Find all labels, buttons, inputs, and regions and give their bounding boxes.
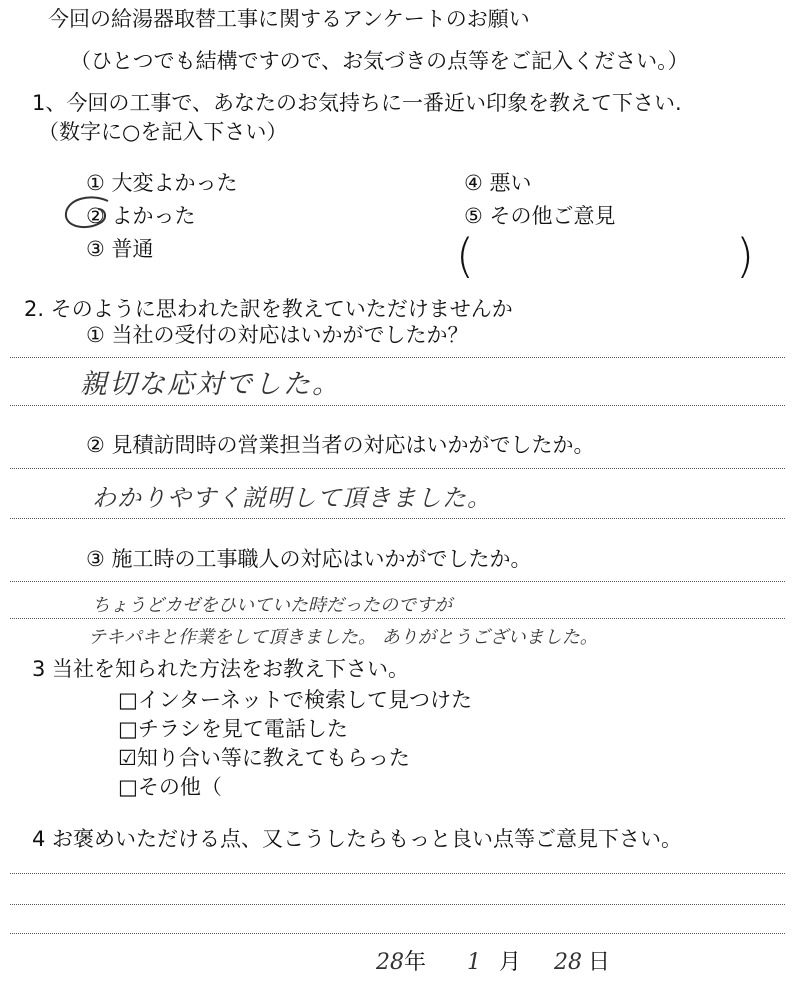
option-label: 大変よかった bbox=[111, 171, 238, 195]
option-label: 知り合い等に教えてもらった bbox=[136, 746, 410, 770]
q1-option-5[interactable] bbox=[464, 203, 616, 229]
option-number: ⑤ bbox=[464, 204, 483, 228]
q3-option-flyer[interactable] bbox=[118, 716, 348, 742]
form-title: 今回の給湯器取替工事に関するアンケートのお願い bbox=[48, 7, 530, 31]
option-number: ① bbox=[86, 171, 105, 195]
q2-answer-3-line-1[interactable]: ちょうどカゼをひいていた時だったのですが bbox=[92, 595, 452, 616]
answer-line bbox=[10, 581, 785, 582]
q2-answer-3-line-2[interactable]: テキパキと作業をして頂きました。 ありがとうございました。 bbox=[88, 627, 598, 648]
year-unit: 年 bbox=[404, 950, 427, 975]
option-label: その他（ bbox=[137, 775, 222, 799]
day-unit: 日 bbox=[588, 950, 611, 975]
q3-option-other[interactable] bbox=[118, 774, 222, 800]
q2-sub1: ① 当社の受付の対応はいかがでしたか？ bbox=[86, 323, 469, 347]
option-number: ④ bbox=[464, 171, 483, 195]
q1-note: （数字に○を記入下さい） bbox=[38, 120, 288, 144]
answer-line bbox=[10, 933, 785, 934]
answer-line bbox=[10, 904, 785, 905]
answer-line bbox=[10, 518, 785, 519]
other-open-paren: ( bbox=[456, 229, 474, 283]
year-value[interactable]: 28 bbox=[376, 950, 404, 975]
option-label: よかった bbox=[111, 204, 196, 228]
answer-line bbox=[10, 405, 785, 406]
handwritten-circle-mark bbox=[60, 193, 120, 235]
q2-answer-2[interactable]: わかりやすく説明して頂きました。 bbox=[92, 484, 492, 512]
option-label: 悪い bbox=[489, 171, 532, 195]
month-unit: 月 bbox=[499, 950, 522, 975]
option-number: ② bbox=[86, 204, 105, 228]
option-label: インターネットで検索して見つけた bbox=[137, 688, 472, 712]
checkbox-icon[interactable]: □ bbox=[118, 688, 138, 712]
q2-question: 2. そのように思われた訳を教えていただけませんか bbox=[24, 297, 513, 321]
q1-option-4[interactable] bbox=[464, 170, 532, 196]
day-value[interactable]: 28 bbox=[554, 950, 583, 975]
q1-option-3[interactable] bbox=[86, 236, 154, 262]
q3-question: 3 当社を知られた方法をお教え下さい。 bbox=[32, 657, 410, 681]
q1-question: 1、今回の工事で、あなたのお気持ちに一番近い印象を教えて下さい. bbox=[32, 91, 682, 115]
option-label: チラシを見て電話した bbox=[137, 717, 348, 741]
answer-line bbox=[10, 873, 785, 874]
q2-answer-1[interactable]: 親切な応対でした。 bbox=[80, 369, 341, 400]
other-close-paren: ) bbox=[736, 229, 754, 283]
option-number: ③ bbox=[86, 237, 105, 261]
checked-checkbox-icon[interactable]: ☑ bbox=[118, 746, 137, 770]
answer-line bbox=[10, 357, 785, 358]
checkbox-icon[interactable]: □ bbox=[118, 717, 138, 741]
checkbox-icon[interactable]: □ bbox=[118, 775, 138, 799]
q2-sub3: ③ 施工時の工事職人の対応はいかがでしたか。 bbox=[86, 547, 532, 571]
q3-option-internet[interactable] bbox=[118, 687, 472, 713]
option-label: 普通 bbox=[111, 237, 154, 261]
date-row bbox=[376, 948, 610, 978]
option-label: その他ご意見 bbox=[489, 204, 616, 228]
q4-question: 4 お褒めいただける点、又こうしたらもっと良い点等ご意見下さい。 bbox=[32, 827, 683, 851]
answer-line bbox=[10, 618, 785, 619]
answer-line bbox=[10, 468, 785, 469]
month-value[interactable]: 1 bbox=[467, 950, 482, 975]
q2-sub2: ② 見積訪問時の営業担当者の対応はいかがでしたか。 bbox=[86, 433, 595, 457]
form-subtitle: （ひとつでも結構ですので、お気づきの点等をご記入ください。） bbox=[70, 49, 689, 73]
q3-option-acquaintance[interactable] bbox=[118, 745, 410, 771]
